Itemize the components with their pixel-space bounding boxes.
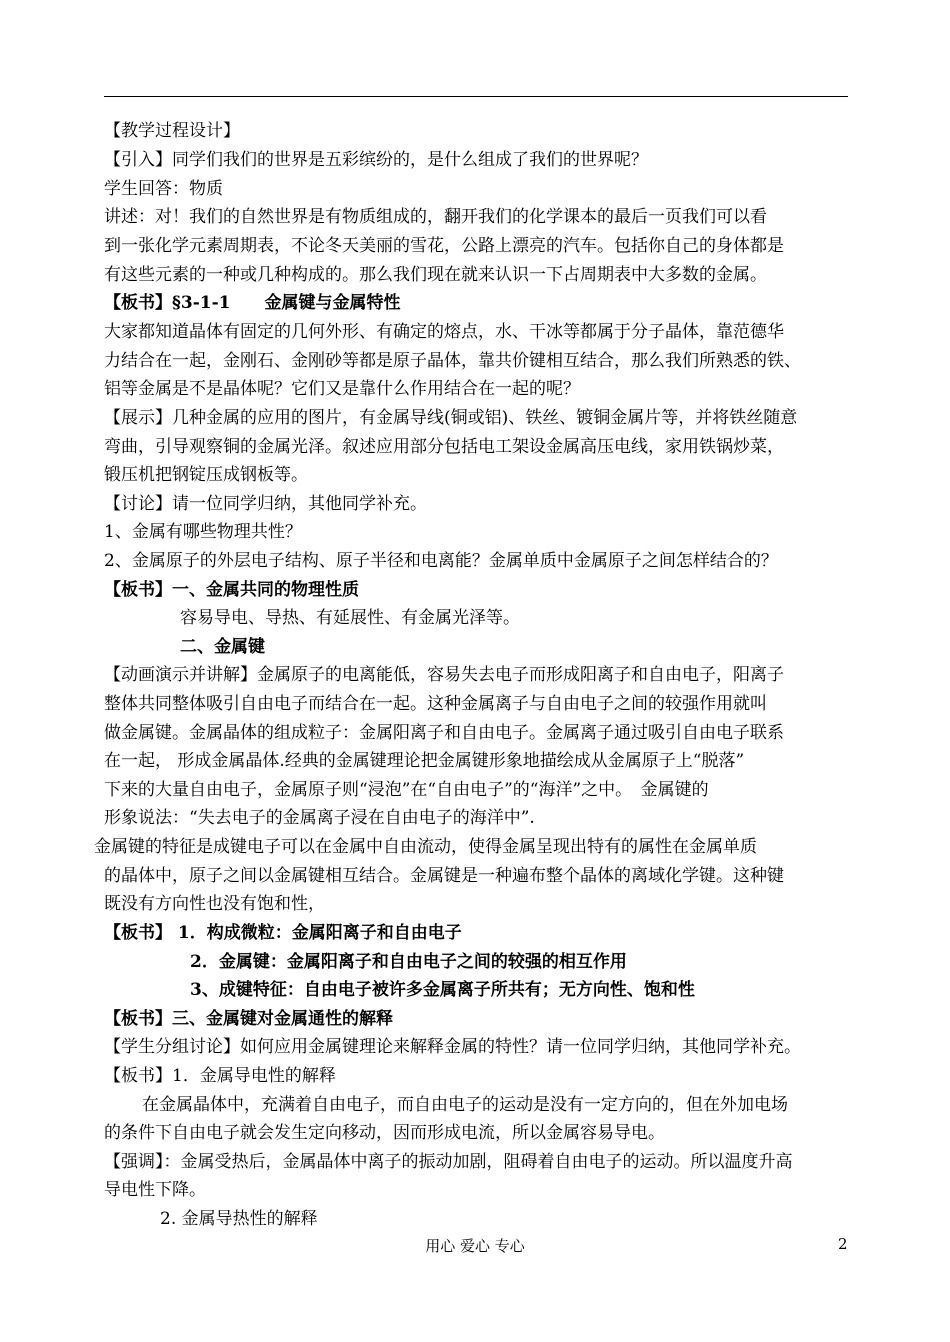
- board-heading: 【板书】§3-1-1 金属键与金属特性: [104, 293, 401, 313]
- text-line: 的晶体中，原子之间以金属键相互结合。金属键是一种遍布整个晶体的离域化学键。这种键: [104, 866, 784, 886]
- text-line: 【展示】几种金属的应用的图片，有金属导线(铜或铝)、铁丝、镀铜金属片等，并将铁丝随意: [104, 408, 798, 428]
- text-line: 1、金属有哪些物理共性？: [104, 522, 302, 542]
- board-heading: 【板书】三、金属键对金属通性的解释: [104, 1009, 393, 1029]
- text-line: 讲述：对！我们的自然世界是有物质组成的，翻开我们的化学课本的最后一页我们可以看: [104, 207, 767, 227]
- text-line: 2. 金属导热性的解释: [160, 1209, 318, 1229]
- text-line: 2、金属原子的外层电子结构、原子半径和电离能？金属单质中金属原子之间怎样结合的？: [104, 551, 778, 571]
- text-line: 【引入】同学们我们的世界是五彩缤纷的，是什么组成了我们的世界呢？: [104, 150, 648, 170]
- text-line: 【学生分组讨论】如何应用金属键理论来解释金属的特性？请一位同学归纳，其他同学补充。: [104, 1037, 801, 1057]
- text-line: 既没有方向性也没有饱和性，: [104, 894, 325, 914]
- text-line: 力结合在一起，金刚石、金刚砂等都是原子晶体，靠共价键相互结合，那么我们所熟悉的铁、: [104, 351, 801, 371]
- text-line: 到一张化学元素周期表，不论冬天美丽的雪花，公路上漂亮的汽车。包括你自己的身体都是: [104, 236, 784, 256]
- board-heading: 2．金属键：金属阳离子和自由电子之间的较强的相互作用: [190, 952, 627, 972]
- text-line: 下来的大量自由电子，金属原子则“浸泡”在“自由电子”的“海洋”之中。 金属键的: [104, 780, 709, 800]
- text-line: 【强调】：金属受热后，金属晶体中离子的振动加剧，阻碍着自由电子的运动。所以温度升高: [104, 1152, 793, 1172]
- text-line: 在金属晶体中，充满着自由电子，而自由电子的运动是没有一定方向的，但在外加电场: [142, 1095, 788, 1115]
- text-line: 做金属键。金属晶体的组成粒子：金属阳离子和自由电子。金属离子通过吸引自由电子联系: [104, 723, 784, 743]
- text-line: 学生回答：物质: [104, 179, 223, 199]
- text-line: 在一起， 形成金属晶体.经典的金属键理论把金属键形象地描绘成从金属原子上“脱落”: [104, 751, 745, 771]
- text-line: 金属键的特征是成键电子可以在金属中自由流动，使得金属呈现出特有的属性在金属单质: [94, 837, 757, 857]
- text-line: 【教学过程设计】: [104, 121, 240, 141]
- text-line: 整体共同整体吸引自由电子而结合在一起。这种金属离子与自由电子之间的较强作用就叫: [104, 694, 767, 714]
- header-rule: [104, 96, 848, 97]
- text-line: 容易导电、导热、有延展性、有金属光泽等。: [180, 608, 520, 628]
- text-line: 有这些元素的一种或几种构成的。那么我们现在就来认识一下占周期表中大多数的金属。: [104, 265, 767, 285]
- board-heading: 【板书】 1．构成微粒：金属阳离子和自由电子: [104, 923, 462, 943]
- text-line: 【板书】1．金属导电性的解释: [104, 1066, 336, 1086]
- text-line: 的条件下自由电子就会发生定向移动，因而形成电流，所以金属容易导电。: [104, 1123, 665, 1143]
- board-heading: 【板书】一、金属共同的物理性质: [104, 580, 359, 600]
- text-line: 铝等金属是不是晶体呢？它们又是靠什么作用结合在一起的呢？: [104, 379, 580, 399]
- board-heading: 3、成键特征：自由电子被许多金属离子所共有；无方向性、饱和性: [190, 980, 695, 1000]
- text-line: 导电性下降。: [104, 1180, 206, 1200]
- text-line: 形象说法：“失去电子的金属离子浸在自由电子的海洋中”.: [104, 808, 535, 828]
- board-heading: 二、金属键: [180, 637, 265, 657]
- text-line: 【讨论】请一位同学归纳，其他同学补充。: [104, 494, 427, 514]
- text-line: 锻压机把钢锭压成钢板等。: [104, 465, 308, 485]
- page-number: 2: [838, 1235, 848, 1253]
- text-line: 大家都知道晶体有固定的几何外形、有确定的熔点，水、干冰等都属于分子晶体，靠范德华: [104, 322, 784, 342]
- page-footer: 用心 爱心 专心: [425, 1237, 525, 1255]
- text-line: 【动画演示并讲解】金属原子的电离能低，容易失去电子而形成阳离子和自由电子，阳离子: [104, 665, 784, 685]
- text-line: 弯曲，引导观察铜的金属光泽。叙述应用部分包括电工架设金属高压电线，家用铁锅炒菜，: [104, 437, 784, 457]
